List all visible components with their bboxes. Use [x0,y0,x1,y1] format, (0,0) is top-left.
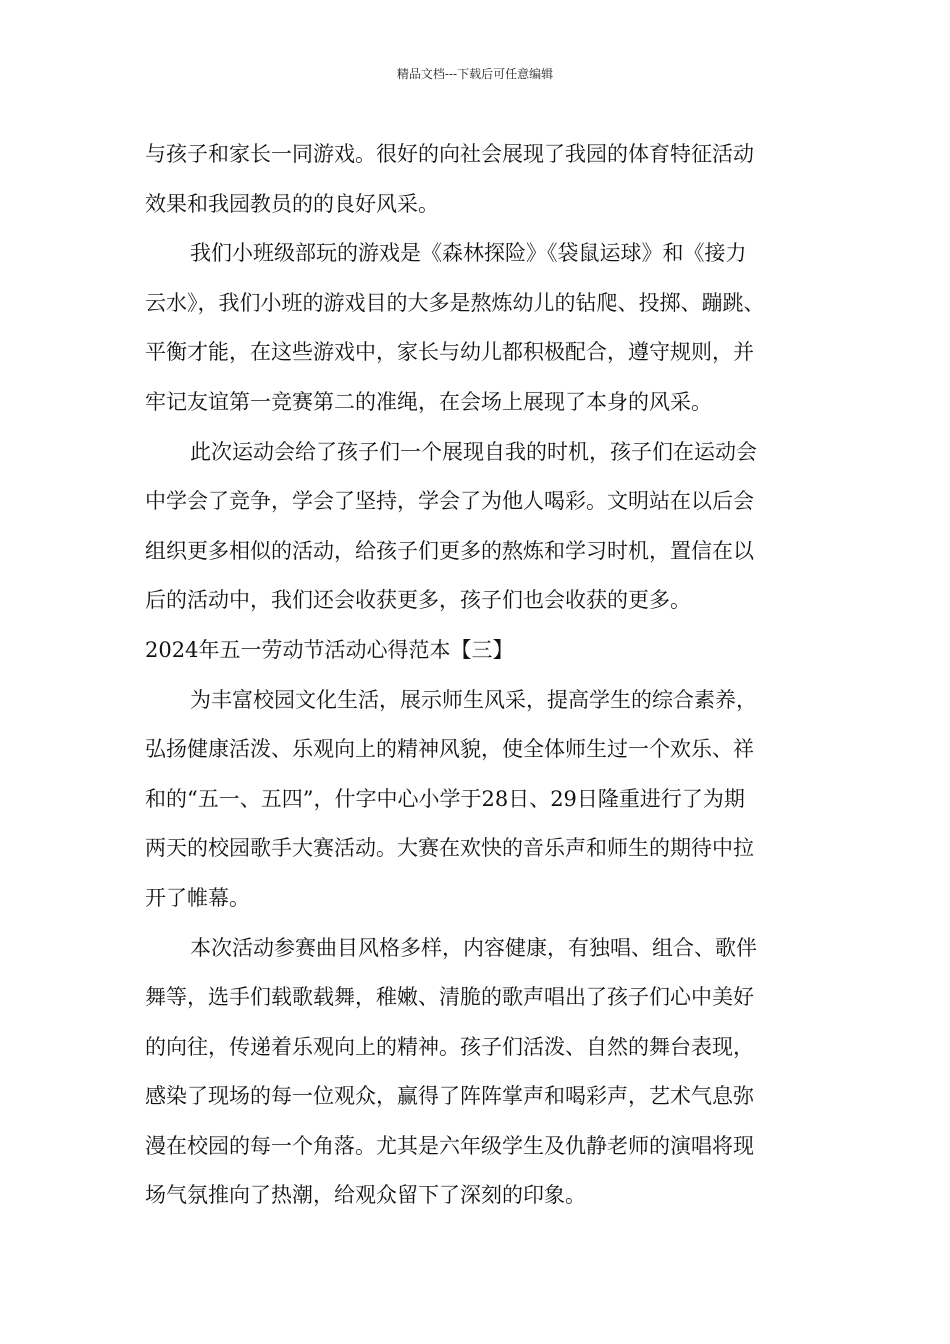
text-line: 本次活动参赛曲目风格多样，内容健康，有独唱、组合、歌伴 [190,935,757,960]
page-header: 精品文档---下载后可任意编辑 [396,67,554,81]
text-line: 感染了现场的每一位观众，赢得了阵阵掌声和喝彩声，艺术气息弥 [145,1084,754,1109]
text-line: 为丰富校园文化生活，展示师生风采，提高学生的综合素养， [190,687,757,712]
text-line: 场气氛推向了热潮，给观众留下了深刻的印象。 [145,1183,586,1208]
text-line: 平衡才能，在这些游戏中，家长与幼儿都积极配合，遵守规则，并 [145,340,754,365]
text-line: 后的活动中，我们还会收获更多，孩子们也会收获的更多。 [145,588,691,613]
text-line: 弘扬健康活泼、乐观向上的精神风貌，使全体师生过一个欢乐、祥 [145,737,754,762]
document-body [145,130,835,1221]
text-line: 与孩子和家长一同游戏。很好的向社会展现了我园的体育特征活动 [145,142,754,166]
text-line: 效果和我园教员的的良好风采。 [145,191,439,216]
text-line: 和的“五一、五四”，什字中心小学于28日、29日隆重进行了为期 [145,786,745,811]
text-line: 的向往，传递着乐观向上的精神。孩子们活泼、自然的舞台表现， [145,1034,754,1059]
text-line: 中学会了竞争，学会了坚持，学会了为他人喝彩。文明站在以后会 [145,489,754,514]
text-line: 此次运动会给了孩子们一个展现自我的时机，孩子们在运动会 [190,439,757,464]
text-line: 两天的校园歌手大赛活动。大赛在欢快的音乐声和师生的期待中拉 [145,836,754,861]
text-line: 漫在校园的每一个角落。尤其是六年级学生及仇静老师的演唱将现 [145,1133,754,1158]
text-line: 组织更多相似的活动，给孩子们更多的熬炼和学习时机，置信在以 [145,538,754,563]
text-line: 舞等，选手们载歌载舞，稚嫩、清脆的歌声唱出了孩子们心中美好 [145,985,754,1010]
text-line: 开了帷幕。 [145,885,250,910]
section-heading: 2024年五一劳动节活动心得范本【三】 [145,637,514,662]
text-line: 云水》，我们小班的游戏目的大多是熬炼幼儿的钻爬、投掷、蹦跳、 [145,290,765,315]
text-line: 牢记友谊第一竞赛第二的准绳，在会场上展现了本身的风采。 [145,389,712,414]
text-line: 我们小班级部玩的游戏是《森林探险》《袋鼠运球》和《接力 [190,241,747,266]
